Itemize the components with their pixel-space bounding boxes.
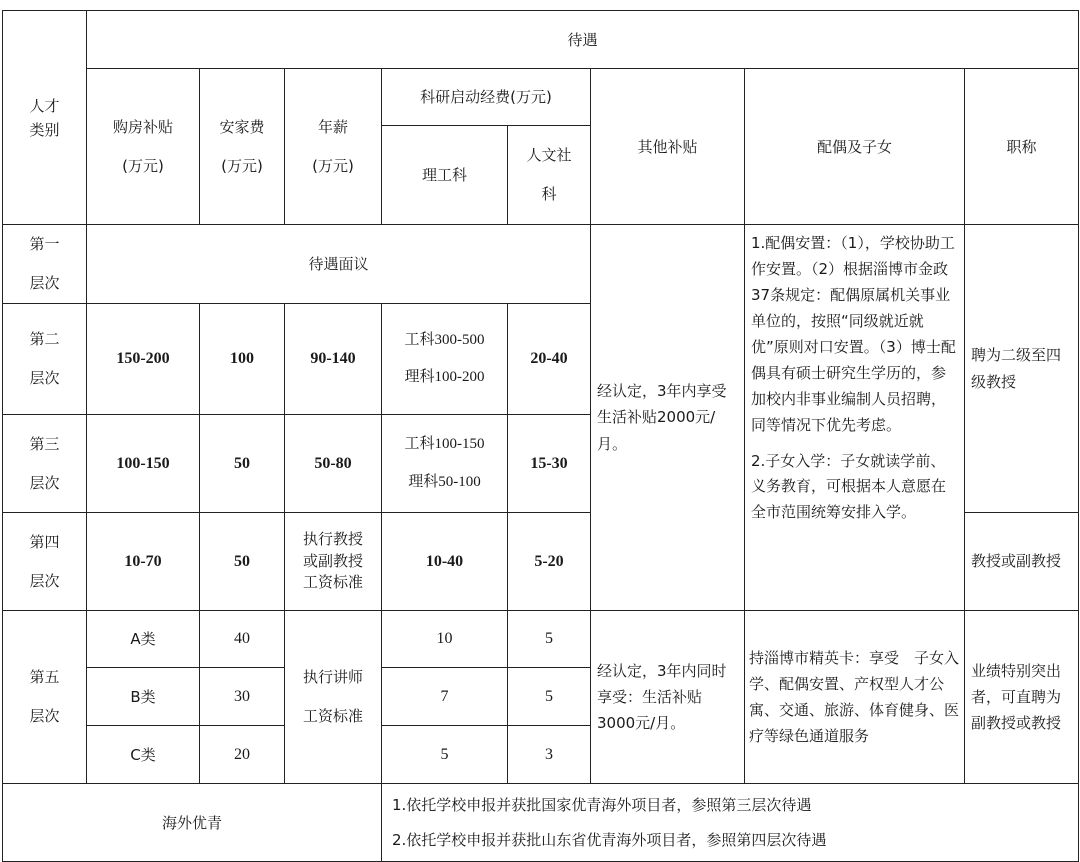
- level5-b-settling: 30: [200, 668, 285, 726]
- level5-c-humanities: 3: [508, 726, 591, 784]
- level5-c-settling: 20: [200, 726, 285, 784]
- header-other: 其他补贴: [591, 69, 745, 225]
- header-family: 配偶及子女: [745, 69, 965, 225]
- title-levels-1-3: 聘为二级至四级教授: [965, 225, 1079, 513]
- header-science: 理工科: [382, 126, 508, 225]
- level5-type-c: C类: [87, 726, 200, 784]
- header-housing: 购房补贴 (万元): [87, 69, 200, 225]
- level3-housing: 100-150: [87, 415, 200, 513]
- overseas-rules: [382, 784, 1079, 862]
- level5-label: 第五 层次: [3, 611, 87, 784]
- level2-label: 第二 层次: [3, 304, 87, 415]
- header-humanities: 人文社 科: [508, 126, 591, 225]
- spouse-placement-text: 1.配偶安置：（1），学校协助工作安置。（2）根据淄博市金政37条规定：配偶原属机关事业单位的，按照“同级就近就优”原则对口安置。（3）博士配偶具有硕士研究生学历的，参加校内非事业编制人员招聘，同等情况下优先考虑。: [751, 234, 956, 434]
- header-talent-category: 人才 类别: [3, 11, 87, 225]
- overseas-rule-2: 2.依托学校申报并获批山东省优青海外项目者，参照第四层次待遇: [392, 830, 827, 849]
- level4-settling: 50: [200, 513, 285, 611]
- level5-salary: 执行讲师 工资标准: [285, 611, 382, 784]
- other-subsidy-levels-1-4: 经认定，3年内享受生活补贴2000元/月。: [591, 225, 745, 611]
- level3-settling: 50: [200, 415, 285, 513]
- level4-housing: 10-70: [87, 513, 200, 611]
- level3-science: 工科100-150 理科50-100: [382, 415, 508, 513]
- level5-a-humanities: 5: [508, 611, 591, 668]
- header-research: 科研启动经费(万元): [382, 69, 591, 126]
- level5-type-a: A类: [87, 611, 200, 668]
- header-settling: 安家费 (万元): [200, 69, 285, 225]
- header-title: 职称: [965, 69, 1079, 225]
- overseas-label: 海外优青: [3, 784, 382, 862]
- level4-humanities: 5-20: [508, 513, 591, 611]
- level2-housing: 150-200: [87, 304, 200, 415]
- level5-b-science: 7: [382, 668, 508, 726]
- level2-settling: 100: [200, 304, 285, 415]
- level5-type-b: B类: [87, 668, 200, 726]
- level2-science: 工科300-500 理科100-200: [382, 304, 508, 415]
- family-levels-1-4: [745, 225, 965, 611]
- level3-humanities: 15-30: [508, 415, 591, 513]
- level4-salary: 执行教授 或副教授 工资标准: [285, 513, 382, 611]
- level3-salary: 50-80: [285, 415, 382, 513]
- level4-label: 第四 层次: [3, 513, 87, 611]
- level5-b-humanities: 5: [508, 668, 591, 726]
- header-salary: 年薪 (万元): [285, 69, 382, 225]
- talent-treatment-table: [2, 10, 1079, 862]
- level4-science: 10-40: [382, 513, 508, 611]
- level1-label: 第一 层次: [3, 225, 87, 304]
- level5-c-science: 5: [382, 726, 508, 784]
- overseas-rule-1: 1.依托学校申报并获批国家优青海外项目者，参照第三层次待遇: [392, 796, 812, 814]
- level3-label: 第三 层次: [3, 415, 87, 513]
- level2-salary: 90-140: [285, 304, 382, 415]
- level5-a-settling: 40: [200, 611, 285, 668]
- level5-title: 业绩特别突出者，可直聘为副教授或教授: [965, 611, 1079, 784]
- level5-family: 持淄博市精英卡：享受 子女入学、配偶安置、产权型人才公寓、交通、旅游、体育健身、医疗等绿色通道服务: [745, 611, 965, 784]
- level1-treatment: 待遇面议: [87, 225, 591, 304]
- child-school-text: 2.子女入学：子女就读学前、义务教育，可根据本人意愿在全市范围统筹安排入学。: [751, 451, 947, 522]
- header-treatment: 待遇: [87, 11, 1079, 69]
- title-level4: 教授或副教授: [965, 513, 1079, 611]
- level5-a-science: 10: [382, 611, 508, 668]
- level2-humanities: 20-40: [508, 304, 591, 415]
- level5-other-subsidy: 经认定，3年内同时享受：生活补贴3000元/月。: [591, 611, 745, 784]
